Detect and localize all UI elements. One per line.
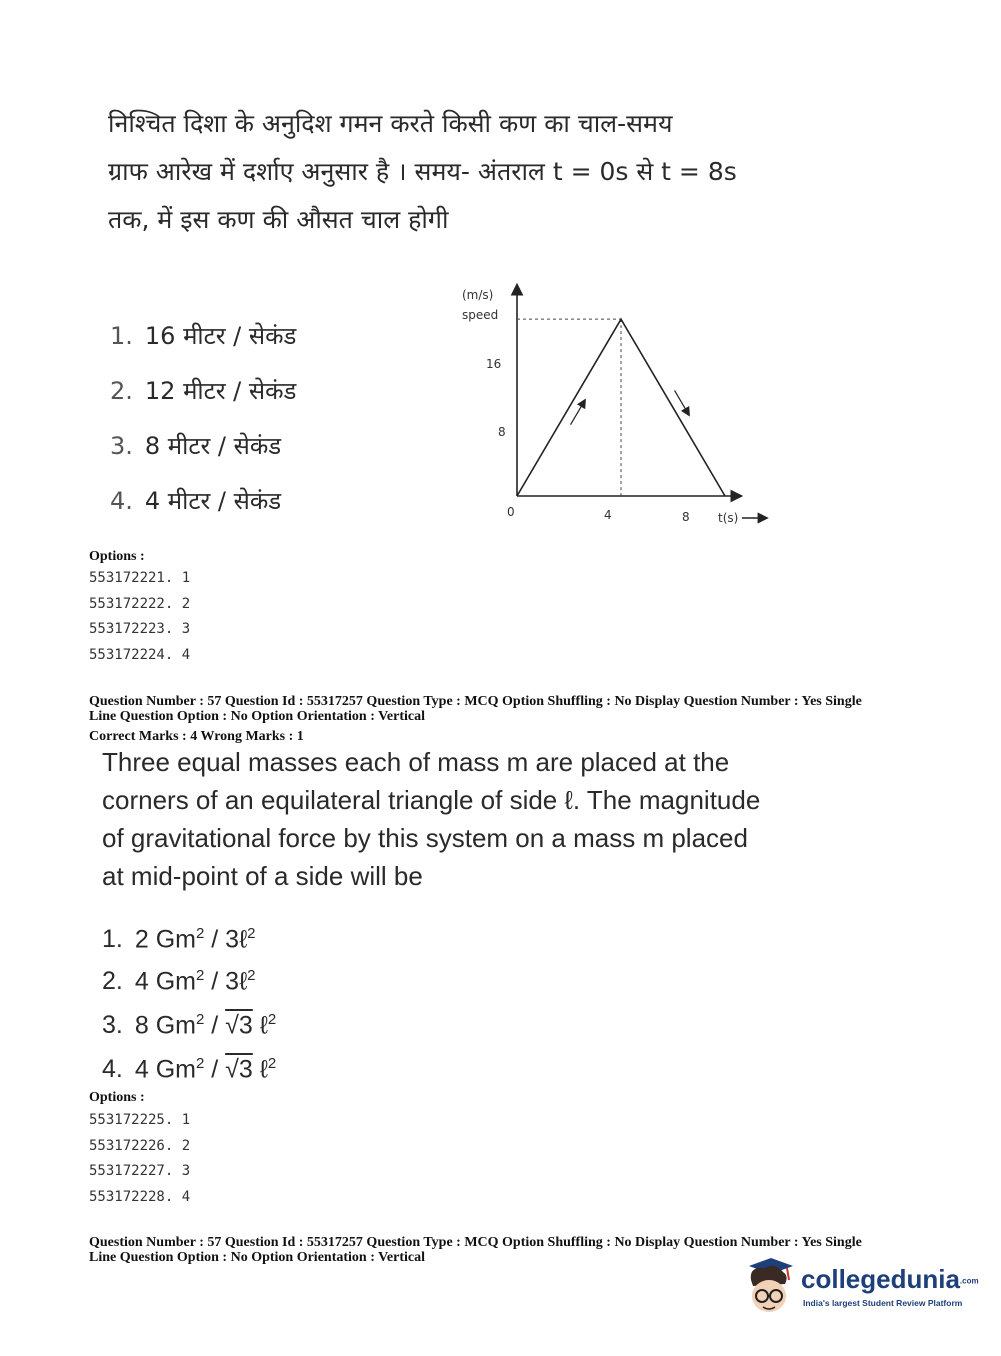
- meta-line: Line Question Option : No Option Orientation : Vertical: [89, 709, 426, 724]
- q56-line: निश्चित दिशा के अनुदिश गमन करते किसी कण का चाल-समय: [108, 109, 673, 138]
- q56-question-text: [108, 100, 848, 244]
- q56-line: ग्राफ आरेख में दर्शाए अनुसार है । समय- अंतराल t = 0s से t = 8s: [108, 157, 737, 186]
- y-tick-label: 8: [498, 425, 506, 439]
- option-id-row: 553172228. 4: [89, 1188, 191, 1205]
- meta-line: Question Number : 57 Question Id : 55317257 Question Type : MCQ Option Shuffling : No Display Question Number : Yes Single: [89, 694, 862, 709]
- q56-choice: 4. 4 मीटर / सेकंड: [110, 487, 282, 515]
- q56-choice: 2. 12 मीटर / सेकंड: [110, 377, 297, 405]
- q56-choice: 3. 8 मीटर / सेकंड: [110, 432, 282, 460]
- q56-choice: 1. 16 मीटर / सेकंड: [110, 322, 297, 350]
- marks-line: Correct Marks : 4 Wrong Marks : 1: [89, 729, 304, 744]
- y-unit-label: (m/s): [462, 288, 494, 302]
- q57-choices: [102, 913, 276, 1085]
- x-tick-label: 8: [682, 510, 690, 524]
- y-axis-label: speed: [462, 308, 499, 322]
- meta-line: Line Question Option : No Option Orientation : Vertical: [89, 1250, 426, 1265]
- q56-line: तक, में इस कण की औसत चाल होगी: [108, 205, 449, 234]
- option-id-row: 553172221. 1: [89, 570, 191, 586]
- meta-line: Question Number : 57 Question Id : 55317257 Question Type : MCQ Option Shuffling : No Display Question Number : Yes Single: [89, 1235, 862, 1250]
- q57-option-ids: [89, 1109, 190, 1211]
- q57-question-text: [102, 743, 760, 895]
- q56-option-ids: [89, 567, 190, 669]
- q57-choice: 3. 8 Gm$^2$ / √3 ℓ$^2$: [102, 1011, 277, 1040]
- option-id-row: 553172227. 3: [89, 1163, 191, 1179]
- q57-meta: [89, 694, 919, 744]
- logo-tagline: India's largest Student Review Platform: [803, 1298, 963, 1308]
- speed-time-graph: [450, 278, 780, 533]
- option-id-row: 553172225. 1: [89, 1112, 191, 1128]
- q57-options-label: Options :: [89, 1090, 145, 1105]
- option-id-row: 553172226. 2: [89, 1137, 191, 1154]
- x-tick-label: 0: [507, 505, 515, 519]
- q57-line: corners of an equilateral triangle of side ℓ. The magnitude: [102, 785, 761, 815]
- q57-line: Three equal masses each of mass m are placed at the: [102, 747, 730, 777]
- logo-wordmark: collegedunia.com: [801, 1264, 979, 1294]
- q57-line: of gravitational force by this system on a mass m placed: [102, 823, 748, 853]
- q57-line: at mid-point of a side will be: [102, 861, 423, 891]
- rising-direction-arrow: [571, 401, 585, 425]
- q56-choices: [110, 314, 296, 534]
- falling-direction-arrow: [675, 390, 689, 414]
- q57-choice: 1. 2 Gm$^2$ / 3ℓ$^2$: [102, 925, 256, 954]
- q57-choice: 4. 4 Gm$^2$ / √3 ℓ$^2$: [102, 1055, 277, 1084]
- y-tick-label: 16: [486, 357, 502, 371]
- collegedunia-logo: [741, 1256, 981, 1320]
- student-mascot-icon: [741, 1256, 799, 1318]
- option-id-row: 553172223. 3: [89, 621, 191, 637]
- q57-choice: 2. 4 Gm$^2$ / 3ℓ$^2$: [102, 967, 256, 996]
- option-id-row: 553172222. 2: [89, 595, 191, 612]
- x-axis-label: t(s): [718, 511, 739, 525]
- option-id-row: 553172224. 4: [89, 646, 191, 663]
- x-tick-label: 4: [604, 508, 612, 522]
- q56-options-label: Options :: [89, 549, 145, 564]
